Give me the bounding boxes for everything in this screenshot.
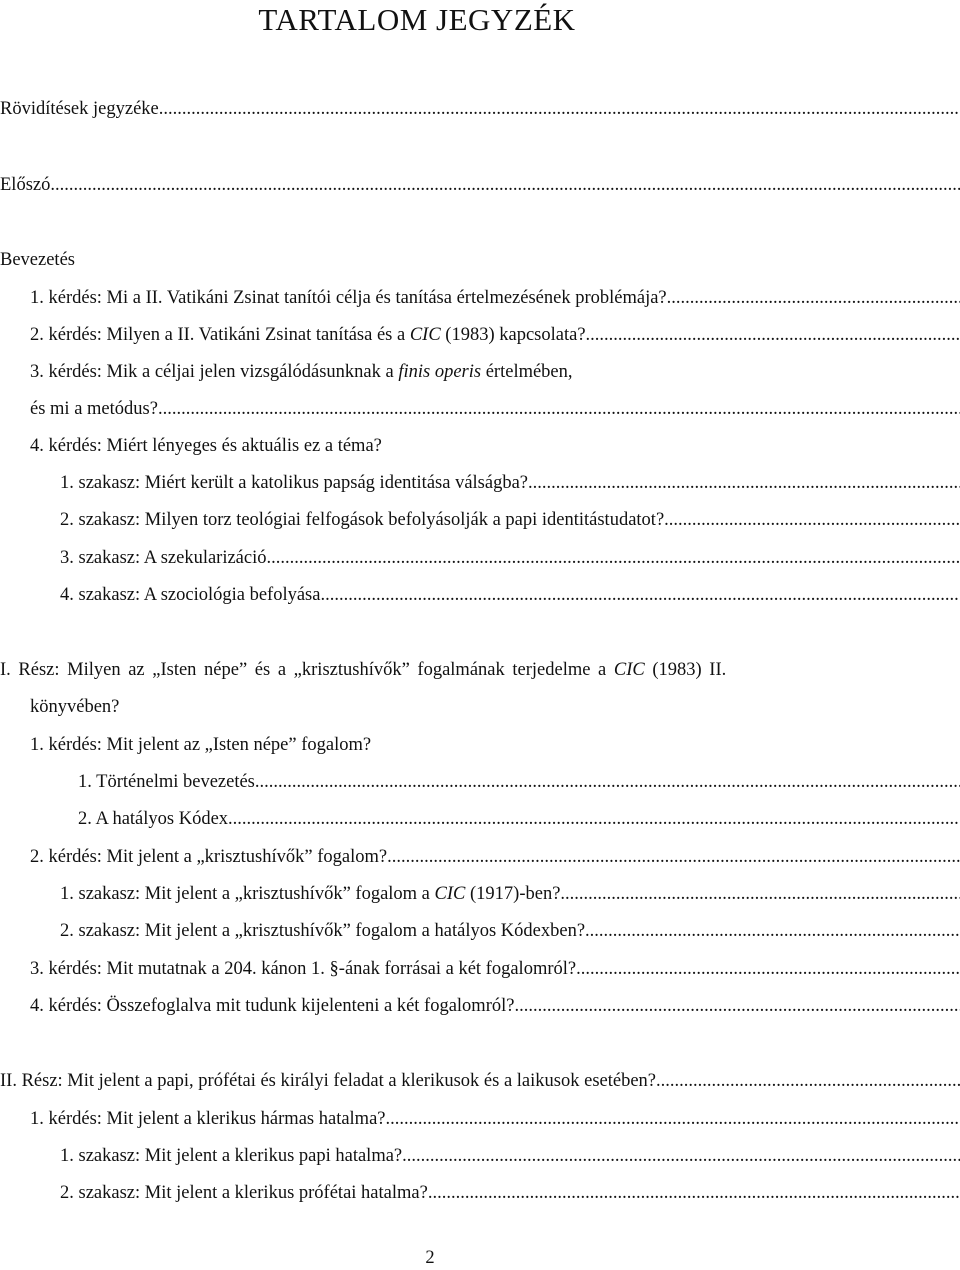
page-title: TARTALOM JEGYZÉK bbox=[258, 2, 576, 37]
toc-entry-r2-k1-s1[interactable]: 1. szakasz: Mit jelent a klerikus papi hatalma? ..... bbox=[60, 1144, 960, 1168]
toc-entry-r1-k1-b[interactable]: 2. A hatályos Kódex ..... bbox=[78, 807, 960, 831]
toc-entry-bev-k2[interactable]: 2. kérdés: Milyen a II. Vatikáni Zsinat tanítása és a CIC (1983) kapcsolata? ..... bbox=[30, 323, 960, 347]
toc-entry-bev-k4[interactable]: 4. kérdés: Miért lényeges és aktuális ez a téma? bbox=[30, 436, 382, 456]
toc-entry-r2-k1-s2[interactable]: 2. szakasz: Mit jelent a klerikus prófétai hatalma? ..... bbox=[60, 1181, 960, 1205]
toc-entry-r1-k2-s2[interactable]: 2. szakasz: Mit jelent a „krisztushívők” fogalom a hatályos Kódexben? ..... bbox=[60, 919, 960, 943]
toc-entry-r1-k1[interactable]: 1. kérdés: Mit jelent az „Isten népe” fogalom? bbox=[30, 735, 372, 755]
toc-entry-r1-k2[interactable]: 2. kérdés: Mit jelent a „krisztushívők” fogalom? ..... bbox=[30, 845, 960, 869]
toc-entry-bev-k1[interactable]: 1. kérdés: Mi a II. Vatikáni Zsinat tanítói célja és tanítása értelmezésének problémája? ..... bbox=[30, 286, 960, 310]
toc-entry-r2-k1[interactable]: 1. kérdés: Mit jelent a klerikus hármas hatalma? ..... bbox=[30, 1107, 960, 1131]
toc-entry-rovidites[interactable]: Rövidítések jegyzéke ..... bbox=[0, 97, 960, 121]
toc-entry-bev-k4-s3[interactable]: 3. szakasz: A szekularizáció ..... bbox=[60, 546, 960, 570]
toc-entry-resz-2[interactable]: II. Rész: Mit jelent a papi, prófétai és királyi feladat a klerikusok és a laikusok esetében? ..... bbox=[0, 1069, 960, 1093]
toc-entry-r1-k4[interactable]: 4. kérdés: Összefoglalva mit tudunk kijelenteni a két fogalomról? ..... bbox=[30, 994, 960, 1018]
page-number: 2 bbox=[425, 1248, 435, 1268]
toc-entry-eloszo[interactable]: Előszó ..... bbox=[0, 173, 960, 197]
toc-entry-r1-k3[interactable]: 3. kérdés: Mit mutatnak a 204. kánon 1. §-ának forrásai a két fogalomról? ..... bbox=[30, 957, 960, 981]
toc-entry-r1-k2-s1[interactable]: 1. szakasz: Mit jelent a „krisztushívők” fogalom a CIC (1917)-ben? ..... bbox=[60, 882, 960, 906]
toc-entry-bev-k4-s1[interactable]: 1. szakasz: Miért került a katolikus papság identitása válságba? ..... bbox=[60, 471, 960, 495]
toc-entry-resz-1[interactable]: I. Rész: Milyen az „Isten népe” és a „krisztushívők” fogalmának terjedelme a CIC (1983) II. bbox=[0, 660, 727, 680]
toc-entry-r1-k1-a[interactable]: 1. Történelmi bevezetés ..... bbox=[78, 770, 960, 794]
toc-entry-bev-k3-cont[interactable]: és mi a metódus? ..... bbox=[30, 397, 960, 421]
toc-entry-bevezetes[interactable]: Bevezetés bbox=[0, 250, 75, 270]
toc-entry-resz-1-cont[interactable]: könyvében? bbox=[30, 697, 120, 717]
toc-entry-bev-k4-s4[interactable]: 4. szakasz: A szociológia befolyása ..... bbox=[60, 583, 960, 607]
toc-entry-bev-k3[interactable]: 3. kérdés: Mik a céljai jelen vizsgálódásunknak a finis operis értelmében, bbox=[30, 362, 573, 382]
toc-entry-bev-k4-s2[interactable]: 2. szakasz: Milyen torz teológiai felfogások befolyásolják a papi identitástudatot? ..... bbox=[60, 508, 960, 532]
